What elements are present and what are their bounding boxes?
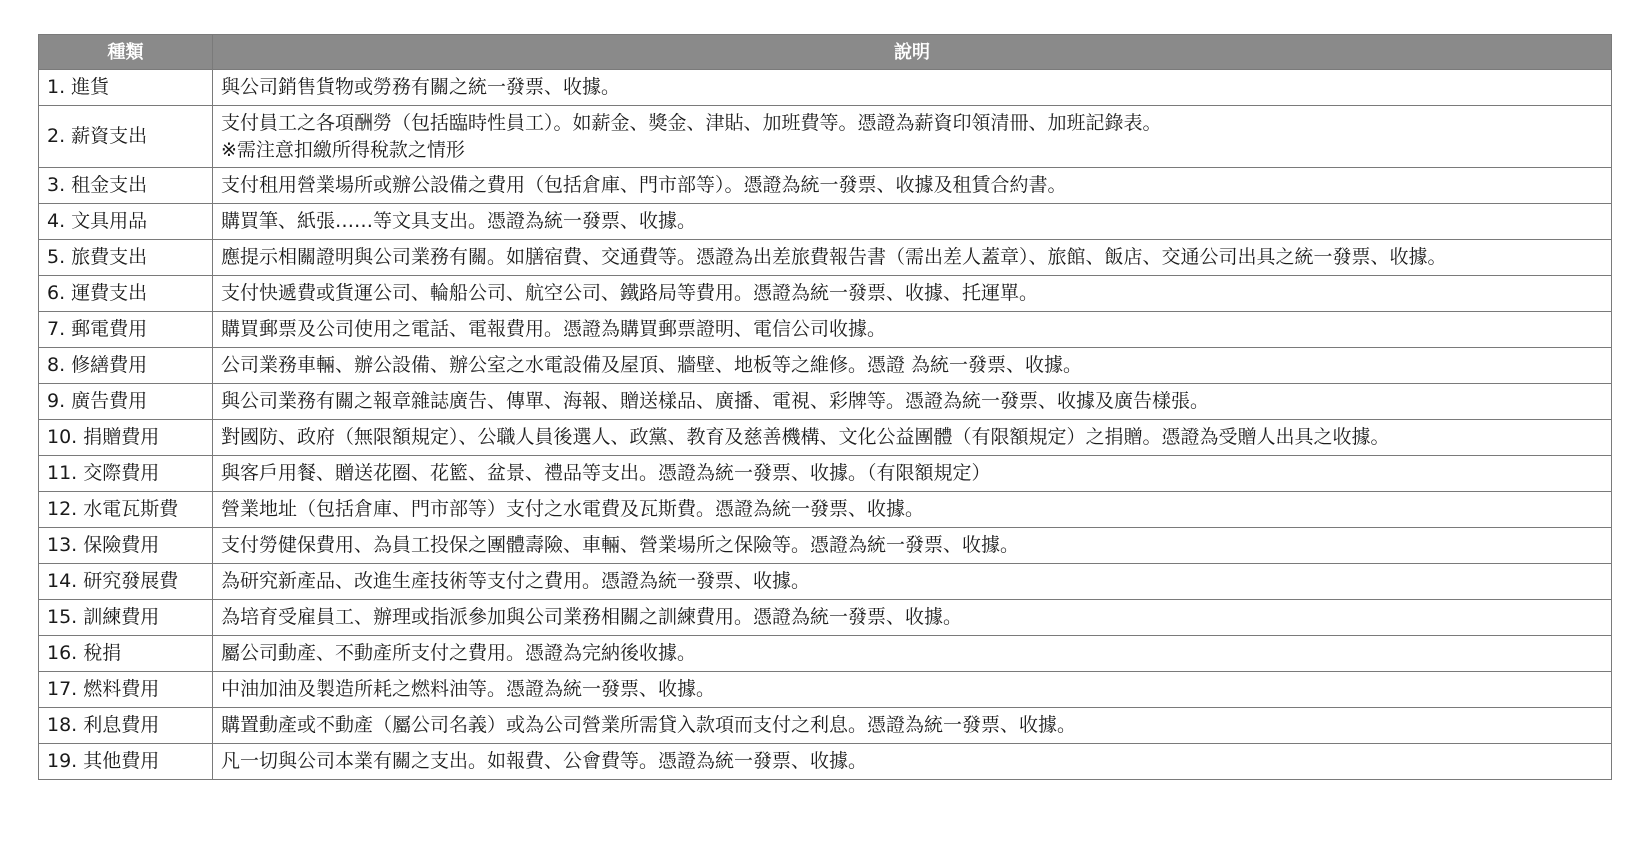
expense-description-cell — [213, 708, 1612, 744]
expense-type-cell: 9. 廣告費用 — [39, 384, 213, 420]
table-header — [39, 35, 1612, 70]
table-row — [39, 564, 1612, 600]
table-row — [39, 744, 1612, 780]
expense-description-cell — [213, 672, 1612, 708]
table-row — [39, 168, 1612, 204]
expense-description-cell — [213, 744, 1612, 780]
description-line: 中油加油及製造所耗之燃料油等。憑證為統一發票、收據。 — [221, 678, 716, 700]
description-line: 屬公司動產、不動產所支付之費用。憑證為完納後收據。 — [221, 642, 697, 664]
header-type: 種類 — [39, 35, 213, 70]
expense-type-cell: 14. 研究發展費 — [39, 564, 213, 600]
table-row — [39, 70, 1612, 106]
expense-description-cell — [213, 70, 1612, 106]
description-line: 為培育受雇員工、辦理或指派參加與公司業務相關之訓練費用。憑證為統一發票、收據。 — [221, 606, 963, 628]
description-line: 營業地址（包括倉庫、門市部等）支付之水電費及瓦斯費。憑證為統一發票、收據。 — [221, 498, 925, 520]
header-description: 說明 — [213, 35, 1612, 70]
description-line: 支付員工之各項酬勞（包括臨時性員工）。如薪金、獎金、津貼、加班費等。憑證為薪資印領清冊、加班記錄表。 — [221, 111, 1162, 134]
expense-type-cell: 17. 燃料費用 — [39, 672, 213, 708]
table-row — [39, 708, 1612, 744]
expense-description-cell — [213, 384, 1612, 420]
description-line: 支付租用營業場所或辦公設備之費用（包括倉庫、門市部等）。憑證為統一發票、收據及租賃合約書。 — [221, 174, 1067, 196]
expense-description-cell — [213, 636, 1612, 672]
table-row — [39, 636, 1612, 672]
header-row — [39, 35, 1612, 70]
expense-type-cell: 5. 旅費支出 — [39, 240, 213, 276]
table-body — [39, 70, 1612, 780]
description-line: 為研究新產品、改進生產技術等支付之費用。憑證為統一發票、收據。 — [221, 570, 811, 592]
table-row — [39, 456, 1612, 492]
description-line: 對國防、政府（無限額規定）、公職人員後選人、政黨、教育及慈善機構、文化公益團體（有限額規定）之捐贈。憑證為受贈人出具之收據。 — [221, 426, 1390, 448]
expense-type-cell: 4. 文具用品 — [39, 204, 213, 240]
expense-type-cell: 3. 租金支出 — [39, 168, 213, 204]
expense-description-cell — [213, 564, 1612, 600]
expense-type-cell: 18. 利息費用 — [39, 708, 213, 744]
expense-type-cell: 10. 捐贈費用 — [39, 420, 213, 456]
description-line: ※需注意扣繳所得稅款之情形 — [221, 138, 465, 161]
table-row — [39, 312, 1612, 348]
expense-description-cell — [213, 240, 1612, 276]
description-line: 購置動產或不動產（屬公司名義）或為公司營業所需貸入款項而支付之利息。憑證為統一發票、收據。 — [221, 714, 1077, 736]
expense-type-cell: 8. 修繕費用 — [39, 348, 213, 384]
table-row — [39, 600, 1612, 636]
table-row — [39, 528, 1612, 564]
expense-type-cell: 12. 水電瓦斯費 — [39, 492, 213, 528]
table-row — [39, 492, 1612, 528]
table-row — [39, 204, 1612, 240]
description-line: 與客戶用餐、贈送花圈、花籃、盆景、禮品等支出。憑證為統一發票、收據。（有限額規定） — [221, 462, 991, 484]
description-line: 支付快遞費或貨運公司、輪船公司、航空公司、鐵路局等費用。憑證為統一發票、收據、托運單。 — [221, 282, 1039, 304]
table-row — [39, 672, 1612, 708]
expense-description-cell — [213, 204, 1612, 240]
expense-types-table — [38, 34, 1612, 780]
expense-type-cell: 19. 其他費用 — [39, 744, 213, 780]
description-line: 應提示相關證明與公司業務有關。如膳宿費、交通費等。憑證為出差旅費報告書（需出差人蓋章）、旅館、飯店、交通公司出具之統一發票、收據。 — [221, 246, 1447, 268]
expense-description-cell — [213, 492, 1612, 528]
expense-description-cell — [213, 168, 1612, 204]
expense-description-cell — [213, 600, 1612, 636]
expense-description-cell — [213, 528, 1612, 564]
expense-description-cell — [213, 456, 1612, 492]
table-row — [39, 384, 1612, 420]
description-line: 支付勞健保費用、為員工投保之團體壽險、車輛、營業場所之保險等。憑證為統一發票、收據。 — [221, 534, 1020, 556]
expense-description-cell — [213, 312, 1612, 348]
expense-description-cell — [213, 420, 1612, 456]
table-row — [39, 420, 1612, 456]
expense-type-cell: 1. 進貨 — [39, 70, 213, 106]
expense-type-cell: 2. 薪資支出 — [39, 106, 213, 168]
expense-description-cell — [213, 276, 1612, 312]
description-line: 購買筆、紙張……等文具支出。憑證為統一發票、收據。 — [221, 210, 697, 232]
table-row — [39, 276, 1612, 312]
description-line: 與公司業務有關之報章雜誌廣告、傳單、海報、贈送樣品、廣播、電視、彩牌等。憑證為統一發票、收據及廣告樣張。 — [221, 390, 1210, 412]
description-line: 公司業務車輛、辦公設備、辦公室之水電設備及屋頂、牆壁、地板等之維修。憑證 為統一發票、收據。 — [221, 354, 1083, 376]
expense-type-cell: 6. 運費支出 — [39, 276, 213, 312]
description-line: 與公司銷售貨物或勞務有關之統一發票、收據。 — [221, 76, 621, 98]
expense-type-cell: 15. 訓練費用 — [39, 600, 213, 636]
description-line: 購買郵票及公司使用之電話、電報費用。憑證為購買郵票證明、電信公司收據。 — [221, 318, 887, 340]
expense-description-cell — [213, 348, 1612, 384]
expense-type-cell: 7. 郵電費用 — [39, 312, 213, 348]
expense-type-cell: 13. 保險費用 — [39, 528, 213, 564]
table-row — [39, 106, 1612, 168]
table-row — [39, 240, 1612, 276]
expense-type-cell: 11. 交際費用 — [39, 456, 213, 492]
expense-description-cell — [213, 106, 1612, 168]
table-row — [39, 348, 1612, 384]
expense-type-cell: 16. 稅捐 — [39, 636, 213, 672]
description-line: 凡一切與公司本業有關之支出。如報費、公會費等。憑證為統一發票、收據。 — [221, 750, 868, 772]
